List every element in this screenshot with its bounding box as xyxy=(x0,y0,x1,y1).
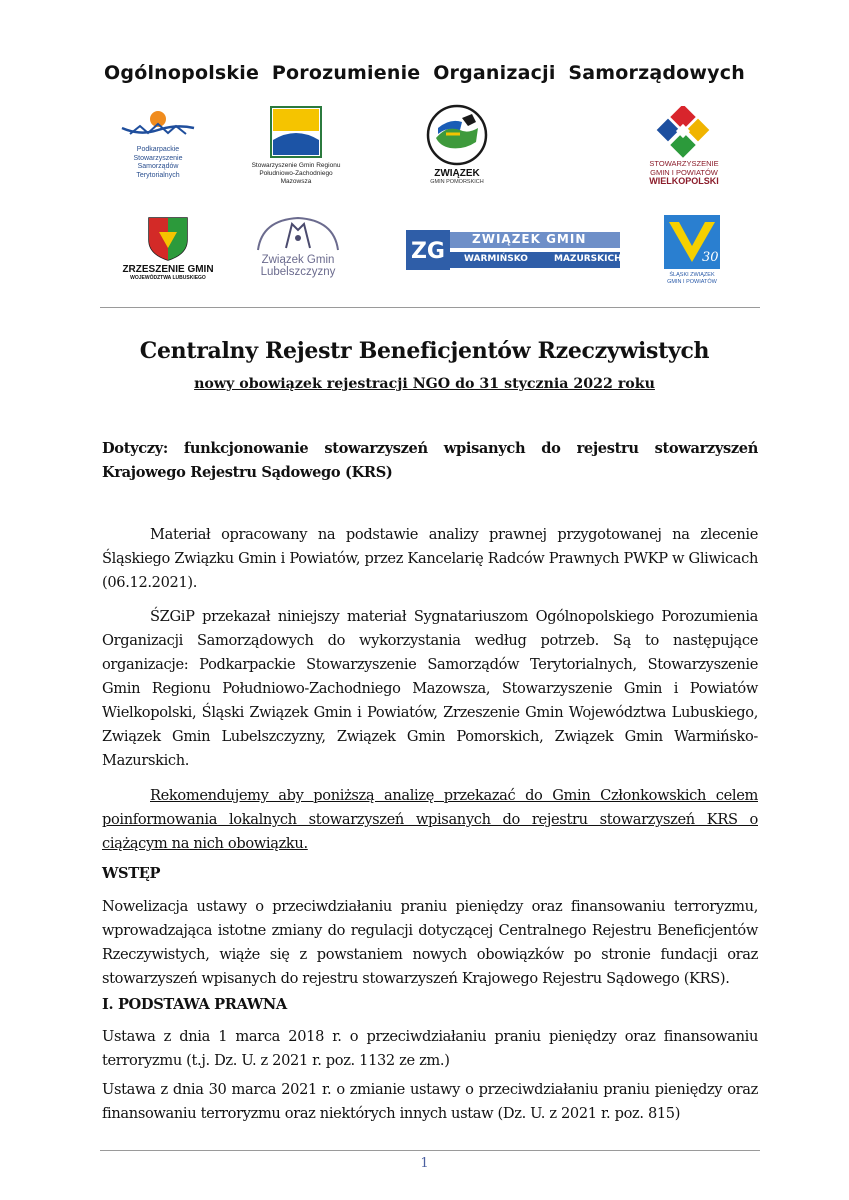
legal-act-2: Ustawa z dnia 30 marca 2021 r. o zmianie ustawy o przeciwdziałaniu praniu pieniędzy oraz finansowaniu terroryzmu oraz niektórych innych ustaw (Dz. U. z 2021 r. poz. 815) xyxy=(102,1081,758,1122)
logo-lubelszczyzna: Związek Gmin Lubelszczyzny xyxy=(248,214,348,278)
document-subtitle xyxy=(0,376,849,392)
logo-pomorskie: ZWIĄZEK GMIN POMORSKICH xyxy=(416,104,498,185)
document-title: Centralny Rejestr Beneficjentów Rzeczywistych xyxy=(139,338,710,364)
paragraph-signatories: ŚZGiP przekazał niniejszy materiał Sygnatariuszom Ogólnopolskiego Porozumienia Organizacji Samorządowych do wykorzystania według potrzeb. Są to następujące organizacje: Podkarpackie Stowarzyszenie Samorządów Terytorialnych, Stowarzyszenie Gmin Regionu Południowo-Zachodniego Mazowsza, Stowarzyszenie Gmin i Powiatów Wielkopolski, Śląski Związek Gmin i Powiatów, Zrzeszenie Gmin Województwa Lubuskiego, Związek Gmin Lubelszczyzny, Związek Gmin Pomorskich, Związek Gmin Warmińsko-Mazurskich. xyxy=(102,608,758,769)
footer-divider xyxy=(100,1150,760,1151)
header-title: Ogólnopolskie Porozumienie Organizacji Samorządowych xyxy=(104,62,745,84)
wielkopolska-emblem xyxy=(656,106,712,158)
logo-lubuskie: ZRZESZENIE GMIN WOJEWÓDZTWA LUBUSKIEGO xyxy=(118,214,218,281)
logo-warminsko: ZG ZWIĄZEK GMIN WARMIŃSKO MAZURSKICH xyxy=(404,226,622,274)
paragraph-intro: Nowelizacja ustawy o przeciwdziałaniu praniu pieniędzy oraz finansowaniu terroryzmu, wprowadzająca istotne zmiany do regulacji dotyczącej Centralnego Rejestru Beneficjentów Rzeczywistych, wiąże się z powstaniem nowych obowiązków po stronie fundacji oraz stowarzyszeń wpisanych do rejestru stowarzyszeń Krajowego Rejestru Sądowego (KRS). xyxy=(102,898,758,987)
legal-act-1: Ustawa z dnia 1 marca 2018 r. o przeciwdziałaniu praniu pieniędzy oraz finansowaniu terroryzmu (t.j. Dz. U. z 2021 r. poz. 1132 ze zm.) xyxy=(102,1028,758,1069)
logo-slaski: 30 ŚLĄSKI ZWIĄZEK GMIN I POWIATÓW xyxy=(656,214,728,285)
lubelszczyzna-emblem xyxy=(252,214,344,254)
logo-podkarpackie: Podkarpackie Stowarzyszenie Samorządów Terytorialnych xyxy=(110,106,206,180)
logo-mazowsze: Stowarzyszenie Gmin Regionu Południowo-Zachodniego Mazowsza xyxy=(238,106,354,186)
pomorskie-emblem xyxy=(426,104,488,166)
heading-intro: WSTĘP xyxy=(102,865,161,882)
page-number: 1 xyxy=(420,1156,429,1171)
concerns-paragraph: Dotyczy: funkcjonowanie stowarzyszeń wpisanych do rejestru stowarzyszeń Krajowego Rejestru Sądowego (KRS) xyxy=(102,440,758,481)
subtitle-text: nowy obowiązek rejestracji NGO do 31 stycznia 2022 roku xyxy=(194,376,655,392)
lubuskie-emblem xyxy=(145,214,191,262)
mazowsze-emblem xyxy=(270,106,322,158)
header-divider xyxy=(100,307,760,308)
paragraph-source: Materiał opracowany na podstawie analizy prawnej przygotowanej na zlecenie Śląskiego Związku Gmin i Powiatów, przez Kancelarię Radców Prawnych PWKP w Gliwicach (06.12.2021). xyxy=(102,526,758,591)
heading-legal-basis: I. PODSTAWA PRAWNA xyxy=(102,996,287,1013)
podkarpackie-emblem xyxy=(118,106,198,146)
recommendation-text: Rekomendujemy aby poniższą analizę przekazać do Gmin Członkowskich celem poinformowania lokalnych stowarzyszeń wpisanych do rejestru stowarzyszeń KRS o ciążącym na nich obowiązku. xyxy=(102,787,758,852)
logo-wielkopolska: STOWARZYSZENIE GMIN I POWIATÓW WIELKOPOLSKI xyxy=(636,106,732,186)
paragraph-recommendation xyxy=(102,784,758,856)
svg-text:ZG: ZG xyxy=(410,239,446,264)
